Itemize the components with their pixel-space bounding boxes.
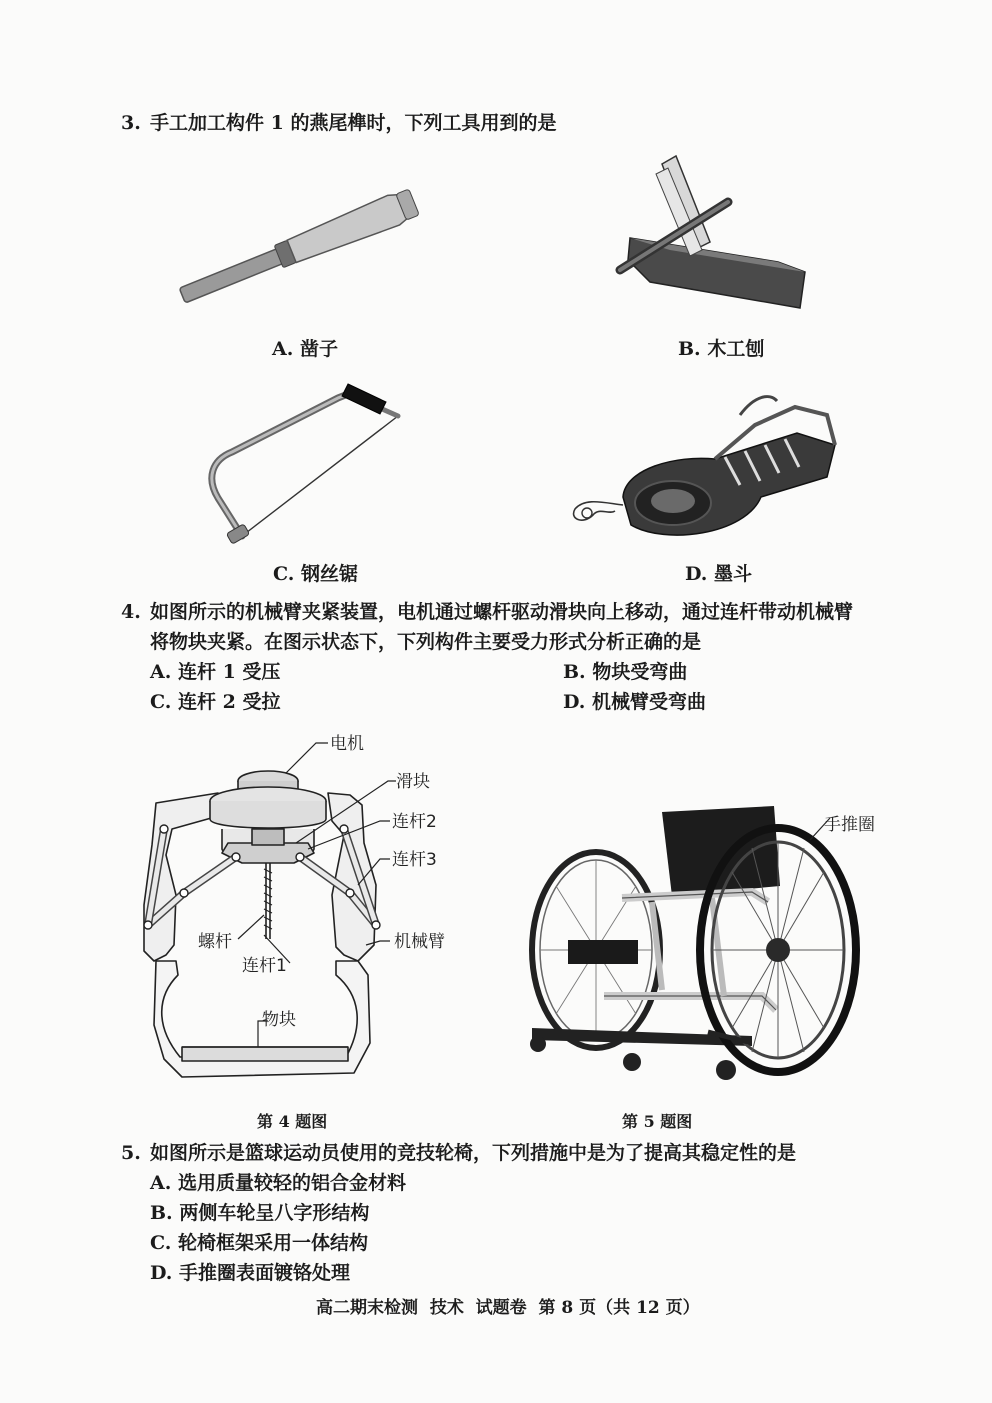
ink-line-tool-image	[565, 385, 850, 550]
q3-option-d	[685, 562, 752, 586]
option-letter: A.	[150, 1172, 172, 1194]
label-link3: 连杆3	[392, 850, 437, 870]
option-text: 连杆 1 受压	[177, 661, 281, 683]
option-letter: D.	[563, 691, 586, 713]
option-text: 轮椅框架采用一体结构	[178, 1232, 369, 1254]
option-letter: C.	[150, 1232, 172, 1254]
q5-option-d	[150, 1261, 350, 1285]
fret-saw-image	[198, 376, 413, 551]
option-letter: B.	[150, 1202, 173, 1224]
q5-option-c	[150, 1231, 368, 1255]
label-block: 物块	[262, 1010, 296, 1030]
q4-option-a	[150, 660, 280, 684]
q4-figure-caption: 第 4 题图	[257, 1112, 328, 1131]
option-text: 墨斗	[714, 563, 753, 585]
chisel-image	[165, 178, 435, 318]
q3-option-b	[678, 337, 764, 361]
option-letter: C.	[273, 563, 295, 585]
option-letter: A.	[150, 661, 172, 683]
q4-number: 4.	[121, 601, 141, 623]
wood-plane-image	[610, 150, 820, 320]
label-screw: 螺杆	[198, 932, 232, 952]
label-link1: 连杆1	[242, 956, 287, 976]
label-slider: 滑块	[396, 772, 430, 792]
label-link2: 连杆2	[392, 812, 437, 832]
option-text: 物块受弯曲	[592, 661, 688, 683]
q3-option-a	[272, 337, 338, 361]
option-text: 木工刨	[707, 338, 765, 360]
option-letter: D.	[150, 1262, 173, 1284]
q3-number: 3.	[121, 112, 141, 134]
q3-option-c	[273, 562, 358, 586]
option-letter: B.	[678, 338, 701, 360]
option-text: 两侧车轮呈八字形结构	[179, 1202, 370, 1224]
label-handrim: 手推圈	[824, 815, 875, 835]
label-arm: 机械臂	[394, 932, 445, 952]
option-letter: C.	[150, 691, 172, 713]
q4-stem-line1: 如图所示的机械臂夹紧装置，电机通过螺杆驱动滑块向上移动，通过连杆带动机械臂	[150, 601, 854, 623]
option-letter: A.	[272, 338, 294, 360]
q5-stem: 如图所示是篮球运动员使用的竞技轮椅，下列措施中是为了提高其稳定性的是	[150, 1142, 797, 1164]
option-text: 钢丝锯	[301, 563, 359, 585]
option-text: 选用质量较轻的铝合金材料	[177, 1172, 406, 1194]
option-text: 凿子	[299, 338, 338, 360]
q5-wheelchair-figure	[512, 800, 882, 1090]
q5-option-a	[150, 1171, 406, 1195]
q5-option-b	[150, 1201, 369, 1225]
option-letter: B.	[563, 661, 586, 683]
q4-option-c	[150, 690, 280, 714]
label-motor: 电机	[330, 734, 364, 754]
q4-option-d	[563, 690, 706, 714]
page-footer: 高二期末检测 技术 试题卷 第 8 页（共 12 页）	[316, 1298, 700, 1318]
q5-figure-caption: 第 5 题图	[622, 1112, 693, 1131]
q5-number: 5.	[121, 1142, 141, 1164]
option-text: 连杆 2 受拉	[178, 691, 281, 713]
q4-option-b	[563, 660, 687, 684]
option-text: 手推圈表面镀铬处理	[179, 1262, 351, 1284]
q3-stem: 手工加工构件 1 的燕尾榫时，下列工具用到的是	[150, 112, 557, 134]
option-text: 机械臂受弯曲	[592, 691, 707, 713]
option-letter: D.	[685, 563, 708, 585]
q4-clamp-figure	[118, 725, 468, 1095]
q4-stem-line2: 将物块夹紧。在图示状态下，下列构件主要受力形式分析正确的是	[150, 631, 702, 653]
